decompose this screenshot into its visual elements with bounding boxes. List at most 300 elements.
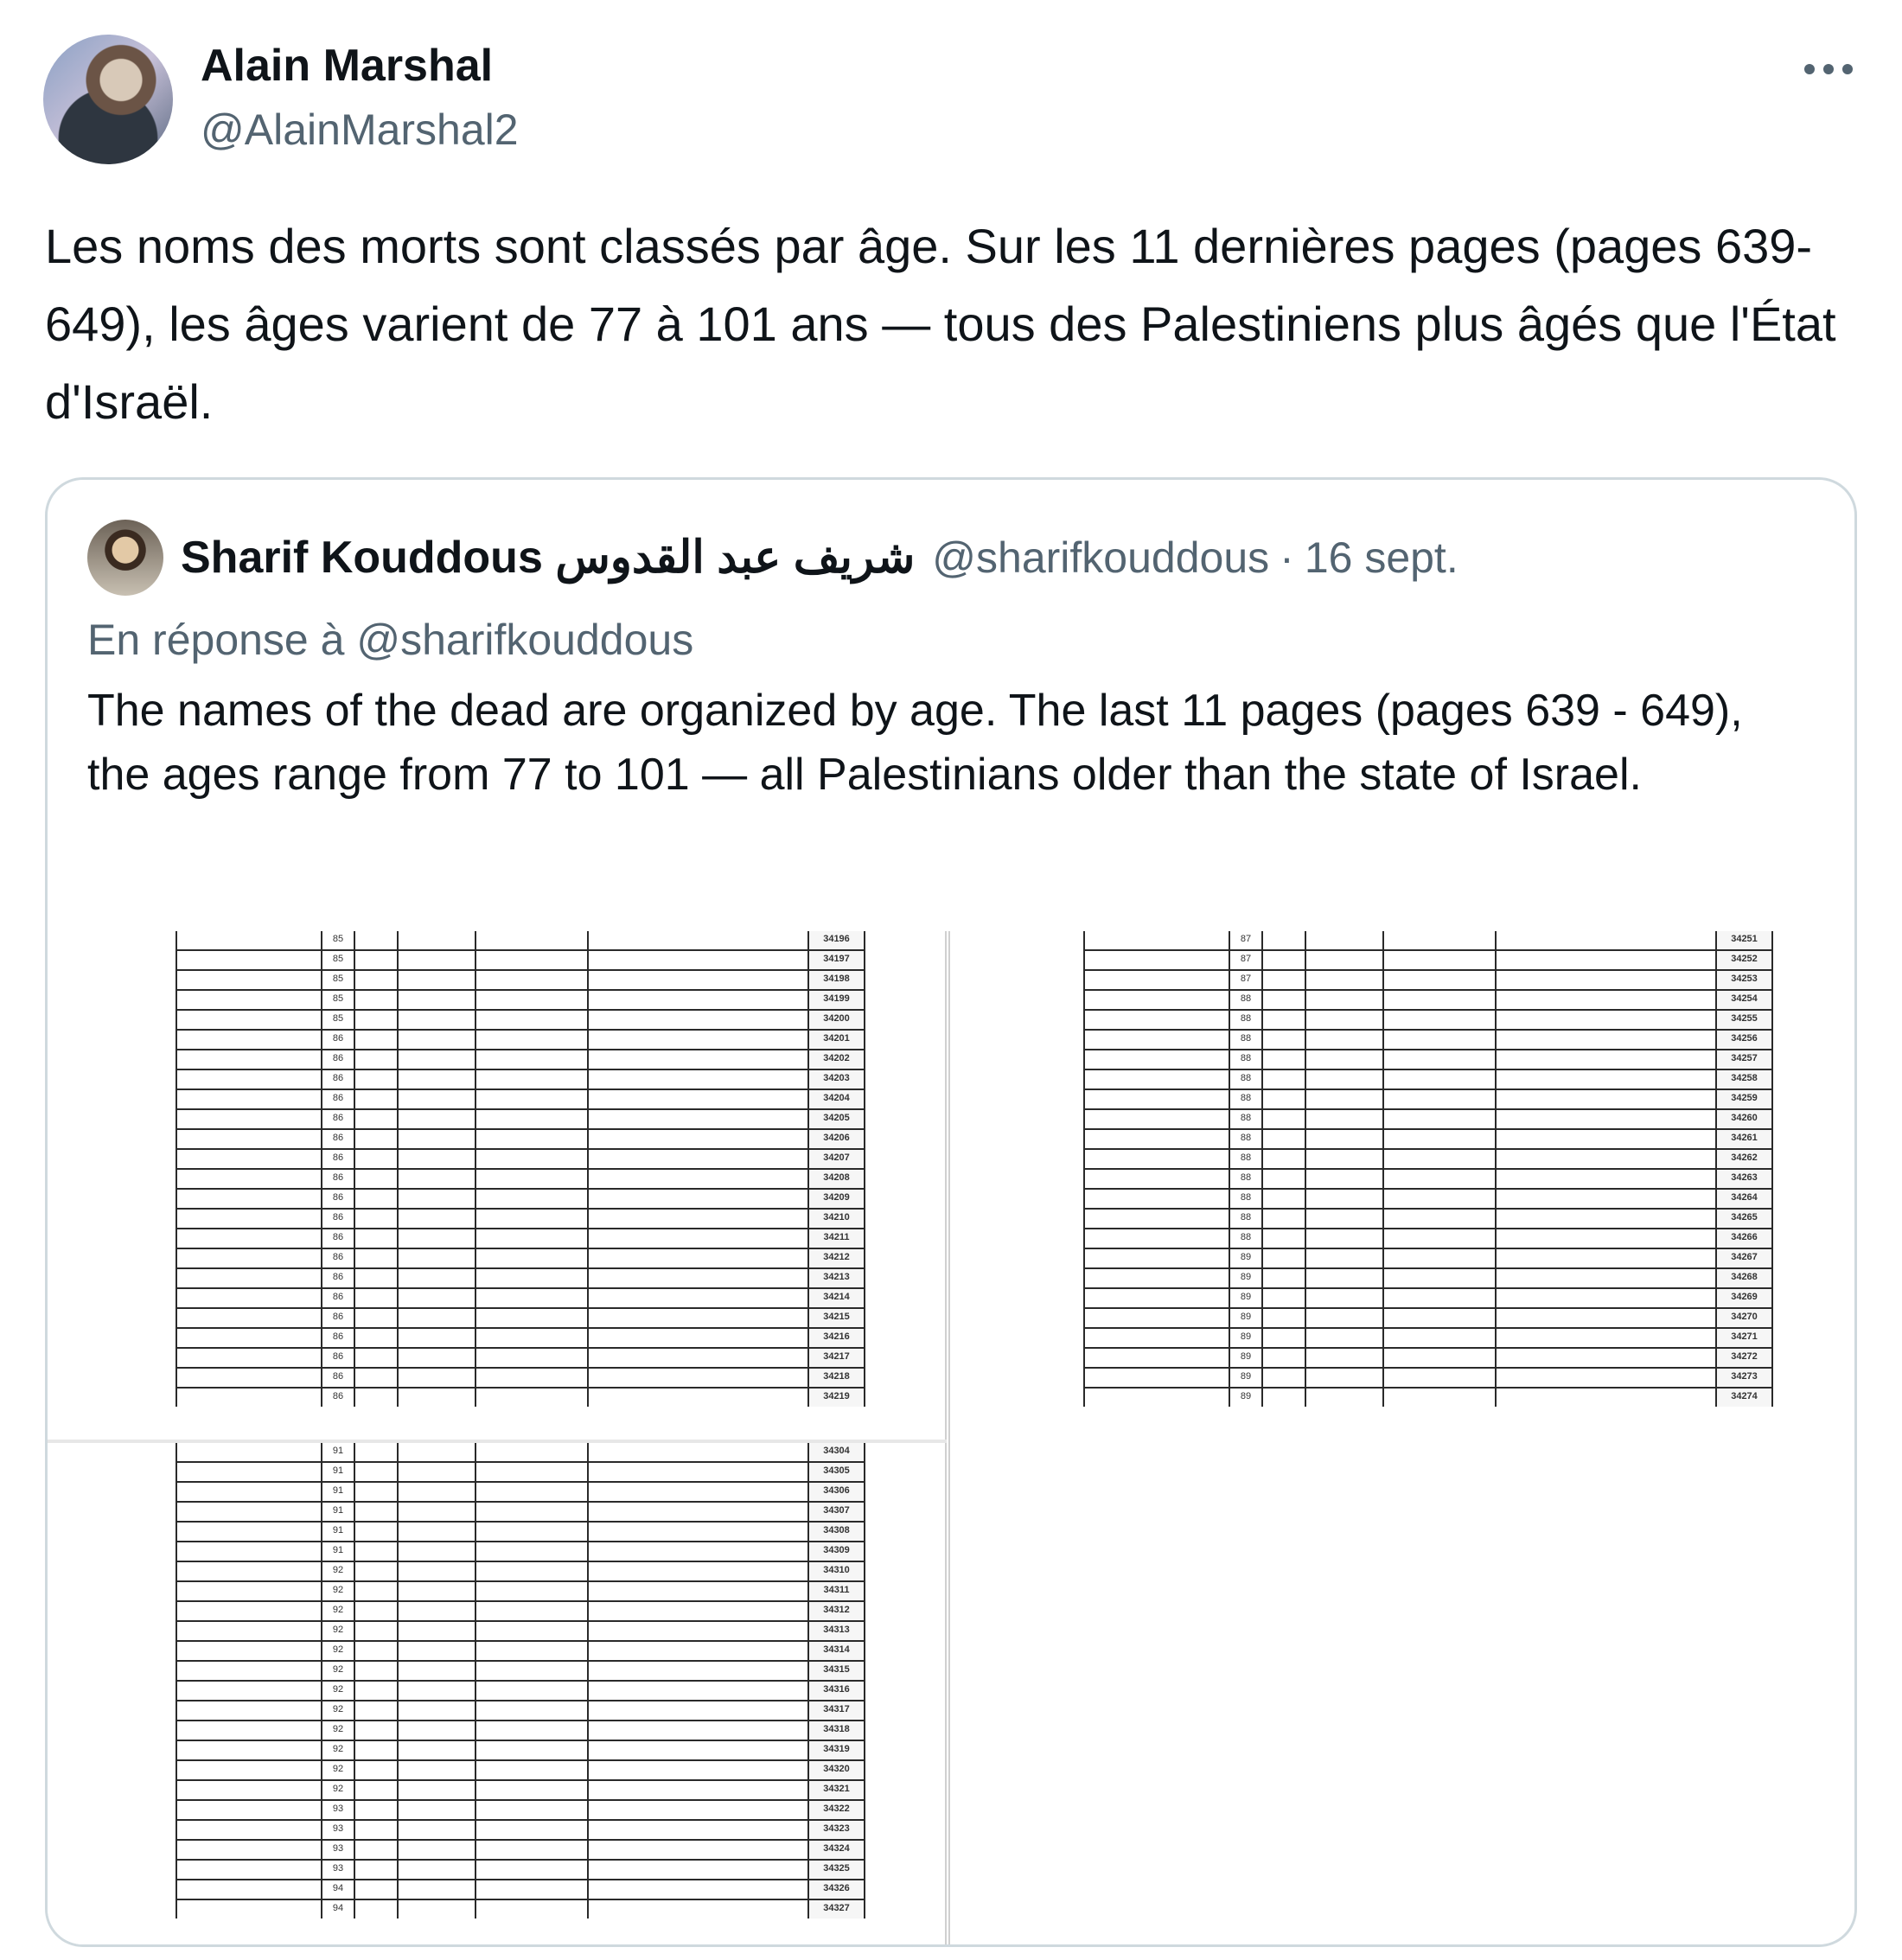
table-cell <box>176 1483 322 1501</box>
media-divider <box>48 1440 947 1443</box>
table-row <box>1083 969 1773 989</box>
record-id-cell: 34197 <box>809 951 865 969</box>
age-cell: 88 <box>1230 1170 1263 1188</box>
table-cell <box>176 1050 322 1069</box>
record-id-cell: 34310 <box>809 1562 865 1580</box>
table-row <box>1083 1188 1773 1208</box>
record-id-cell: 34270 <box>1717 1309 1773 1327</box>
table-cell <box>1306 1269 1384 1287</box>
table-cell <box>355 1900 399 1919</box>
table-row <box>176 1541 865 1561</box>
table-cell <box>589 1483 809 1501</box>
age-cell: 86 <box>322 1249 355 1267</box>
age-cell: 87 <box>1230 971 1263 989</box>
age-cell: 85 <box>322 1011 355 1029</box>
age-cell: 93 <box>322 1861 355 1879</box>
table-cell <box>1263 1190 1306 1208</box>
table-cell <box>1384 1329 1497 1347</box>
table-cell <box>399 1523 476 1541</box>
age-cell: 88 <box>1230 1031 1263 1049</box>
record-id-cell: 34265 <box>1717 1210 1773 1228</box>
table-cell <box>589 1210 809 1228</box>
table-cell <box>176 1463 322 1481</box>
record-id-cell: 34262 <box>1717 1150 1773 1168</box>
age-cell: 91 <box>322 1463 355 1481</box>
table-row <box>176 1049 865 1069</box>
table-cell <box>399 1662 476 1680</box>
table-cell <box>399 1841 476 1859</box>
age-cell: 86 <box>322 1070 355 1089</box>
table-cell <box>1263 1090 1306 1108</box>
age-cell: 92 <box>322 1721 355 1740</box>
table-cell <box>1306 1210 1384 1228</box>
table-cell <box>355 1801 399 1819</box>
table-cell <box>476 1761 589 1779</box>
table-cell <box>355 1110 399 1128</box>
table-row <box>176 1128 865 1148</box>
age-cell: 86 <box>322 1349 355 1367</box>
table-cell <box>399 1761 476 1779</box>
table-row <box>176 1347 865 1367</box>
age-cell: 89 <box>1230 1249 1263 1267</box>
table-cell <box>1263 1329 1306 1347</box>
table-cell <box>476 1070 589 1089</box>
table-cell <box>476 1861 589 1879</box>
table-cell <box>1497 1309 1717 1327</box>
table-cell <box>176 1349 322 1367</box>
table-row <box>176 931 865 949</box>
table-cell <box>589 971 809 989</box>
table-cell <box>176 1210 322 1228</box>
table-cell <box>476 1682 589 1700</box>
table-row <box>176 1168 865 1188</box>
table-cell <box>1497 991 1717 1009</box>
age-cell: 86 <box>322 1369 355 1387</box>
table-cell <box>399 1229 476 1248</box>
record-id-cell: 34201 <box>809 1031 865 1049</box>
age-cell: 93 <box>322 1801 355 1819</box>
table-cell <box>1384 1011 1497 1029</box>
table-cell <box>399 1682 476 1700</box>
record-id-cell: 34314 <box>809 1642 865 1660</box>
table-cell <box>589 1880 809 1899</box>
table-cell <box>589 1050 809 1069</box>
age-cell: 88 <box>1230 1050 1263 1069</box>
table-cell <box>355 1269 399 1287</box>
table-cell <box>476 971 589 989</box>
table-row <box>176 1287 865 1307</box>
table-cell <box>355 931 399 949</box>
table-cell <box>176 1721 322 1740</box>
table-cell <box>1384 1249 1497 1267</box>
table-cell <box>1384 971 1497 989</box>
table-cell <box>1497 1011 1717 1029</box>
table-cell <box>355 1721 399 1740</box>
table-cell <box>1384 1090 1497 1108</box>
age-cell: 92 <box>322 1662 355 1680</box>
table-cell <box>355 1701 399 1720</box>
table-row <box>176 1228 865 1248</box>
quoted-author-name: Sharif Kouddous شريف عبد القدوس <box>181 533 916 583</box>
table-cell <box>176 1602 322 1620</box>
record-id-cell: 34316 <box>809 1682 865 1700</box>
age-cell: 88 <box>1230 1229 1263 1248</box>
table-cell <box>355 1622 399 1640</box>
record-id-cell: 34219 <box>809 1389 865 1407</box>
table-row <box>1083 949 1773 969</box>
table-cell <box>355 1642 399 1660</box>
table-cell <box>1083 1031 1230 1049</box>
table-cell <box>1384 1369 1497 1387</box>
table-cell <box>1306 1031 1384 1049</box>
age-cell: 91 <box>322 1542 355 1561</box>
table-cell <box>1384 951 1497 969</box>
record-id-cell: 34208 <box>809 1170 865 1188</box>
table-cell <box>589 1523 809 1541</box>
record-id-cell: 34258 <box>1717 1070 1773 1089</box>
table-cell <box>1263 1031 1306 1049</box>
table-cell <box>1306 1170 1384 1188</box>
table-row <box>176 1009 865 1029</box>
table-cell <box>355 1130 399 1148</box>
table-row <box>1083 1128 1773 1148</box>
table-cell <box>1083 991 1230 1009</box>
table-row <box>1083 1327 1773 1347</box>
table-cell <box>476 1090 589 1108</box>
table-cell <box>1083 1229 1230 1248</box>
table-row <box>176 1561 865 1580</box>
table-cell <box>1384 931 1497 949</box>
author-name[interactable]: Alain Marshal <box>201 41 494 91</box>
table-cell <box>399 1090 476 1108</box>
table-cell <box>476 1721 589 1740</box>
table-cell <box>1497 1031 1717 1049</box>
media-image-1[interactable] <box>48 931 947 1440</box>
quoted-meta-separator: · <box>1280 533 1294 582</box>
record-id-cell: 34200 <box>809 1011 865 1029</box>
table-cell <box>1306 1070 1384 1089</box>
table-cell <box>589 1130 809 1148</box>
table-cell <box>589 1329 809 1347</box>
table-cell <box>399 1463 476 1481</box>
table-cell <box>399 1861 476 1879</box>
table-cell <box>1083 1110 1230 1128</box>
table-cell <box>1306 991 1384 1009</box>
table-cell <box>355 1309 399 1327</box>
table-cell <box>1263 1150 1306 1168</box>
age-cell: 88 <box>1230 1150 1263 1168</box>
table-cell <box>476 1309 589 1327</box>
table-cell <box>399 991 476 1009</box>
table-cell <box>176 931 322 949</box>
table-cell <box>1083 1329 1230 1347</box>
record-id-cell: 34267 <box>1717 1249 1773 1267</box>
record-id-cell: 34319 <box>809 1741 865 1759</box>
table-row <box>1083 1307 1773 1327</box>
table-cell <box>176 1229 322 1248</box>
media-image-2[interactable] <box>954 931 1857 1440</box>
table-cell <box>399 1369 476 1387</box>
table-cell <box>1497 1170 1717 1188</box>
record-id-cell: 34318 <box>809 1721 865 1740</box>
record-id-cell: 34322 <box>809 1801 865 1819</box>
table-cell <box>1306 1011 1384 1029</box>
table-row <box>1083 1029 1773 1049</box>
record-id-cell: 34305 <box>809 1463 865 1481</box>
table-cell <box>1384 1050 1497 1069</box>
table-cell <box>355 1170 399 1188</box>
table-cell <box>1306 1289 1384 1307</box>
table-cell <box>589 1741 809 1759</box>
record-id-cell: 34324 <box>809 1841 865 1859</box>
media-image-3[interactable] <box>48 1443 947 1947</box>
table-cell <box>176 1369 322 1387</box>
table-row <box>176 1248 865 1267</box>
age-cell: 88 <box>1230 1130 1263 1148</box>
table-cell <box>1306 1329 1384 1347</box>
table-row <box>176 1879 865 1899</box>
table-cell <box>176 1090 322 1108</box>
table-cell <box>399 1329 476 1347</box>
record-id-cell: 34269 <box>1717 1289 1773 1307</box>
age-cell: 89 <box>1230 1329 1263 1347</box>
table-cell <box>476 1269 589 1287</box>
table-cell <box>1083 1070 1230 1089</box>
table-row <box>1083 1287 1773 1307</box>
record-id-cell: 34317 <box>809 1701 865 1720</box>
table-cell <box>1497 1269 1717 1287</box>
table-cell <box>589 1309 809 1327</box>
table-cell <box>476 1443 589 1461</box>
record-id-cell: 34218 <box>809 1369 865 1387</box>
table-cell <box>1306 951 1384 969</box>
table-cell <box>1263 1011 1306 1029</box>
table-row <box>1083 1248 1773 1267</box>
table-cell <box>476 1369 589 1387</box>
record-id-cell: 34321 <box>809 1781 865 1799</box>
table-cell <box>589 1900 809 1919</box>
table-cell <box>1497 1289 1717 1307</box>
table-cell <box>176 1622 322 1640</box>
age-cell: 86 <box>322 1229 355 1248</box>
media-grid[interactable] <box>48 931 1857 1947</box>
table-cell <box>1083 931 1230 949</box>
age-cell: 91 <box>322 1483 355 1501</box>
table-cell <box>176 1761 322 1779</box>
table-row <box>176 1799 865 1819</box>
quoted-tweet[interactable] <box>45 477 1857 1947</box>
table-row <box>176 1759 865 1779</box>
age-cell: 91 <box>322 1503 355 1521</box>
table-cell <box>476 1170 589 1188</box>
table-cell <box>399 1349 476 1367</box>
table-cell <box>589 1582 809 1600</box>
table-cell <box>176 1682 322 1700</box>
table-cell <box>589 1701 809 1720</box>
table-cell <box>1497 1050 1717 1069</box>
table-cell <box>1384 1349 1497 1367</box>
table-cell <box>1497 1369 1717 1387</box>
table-cell <box>399 1642 476 1660</box>
table-cell <box>476 1880 589 1899</box>
table-cell <box>589 1801 809 1819</box>
table-cell <box>1083 1249 1230 1267</box>
table-cell <box>399 1503 476 1521</box>
table-cell <box>176 1110 322 1128</box>
table-cell <box>476 1249 589 1267</box>
table-cell <box>399 1070 476 1089</box>
age-cell: 86 <box>322 1110 355 1128</box>
table-cell <box>399 1900 476 1919</box>
table-cell <box>589 1781 809 1799</box>
record-id-cell: 34323 <box>809 1821 865 1839</box>
table-cell <box>476 931 589 949</box>
table-cell <box>399 1801 476 1819</box>
table-cell <box>1083 1090 1230 1108</box>
table-cell <box>355 1523 399 1541</box>
author-avatar[interactable] <box>43 35 173 164</box>
record-id-cell: 34308 <box>809 1523 865 1541</box>
age-cell: 92 <box>322 1761 355 1779</box>
record-id-cell: 34257 <box>1717 1050 1773 1069</box>
table-cell <box>399 1562 476 1580</box>
age-cell: 92 <box>322 1582 355 1600</box>
quoted-date: 16 sept. <box>1304 533 1458 582</box>
table-cell <box>476 1130 589 1148</box>
table-cell <box>589 1349 809 1367</box>
age-cell: 92 <box>322 1741 355 1759</box>
author-handle[interactable]: @AlainMarshal2 <box>201 105 519 154</box>
table-cell <box>355 1229 399 1248</box>
age-cell: 86 <box>322 1130 355 1148</box>
table-cell <box>1497 931 1717 949</box>
table-row <box>176 1740 865 1759</box>
table-cell <box>355 1329 399 1347</box>
table-cell <box>476 1050 589 1069</box>
table-row <box>176 1680 865 1700</box>
table-cell <box>355 1190 399 1208</box>
table-cell <box>355 1682 399 1700</box>
record-id-cell: 34215 <box>809 1309 865 1327</box>
table-row <box>176 1600 865 1620</box>
table-cell <box>1497 1249 1717 1267</box>
table-cell <box>1306 1110 1384 1128</box>
quoted-author-avatar <box>87 520 163 596</box>
table-cell <box>399 1011 476 1029</box>
table-cell <box>589 1761 809 1779</box>
table-cell <box>176 1900 322 1919</box>
age-cell: 86 <box>322 1050 355 1069</box>
table-cell <box>399 1542 476 1561</box>
table-cell <box>176 1523 322 1541</box>
table-cell <box>589 1011 809 1029</box>
table-cell <box>1384 1389 1497 1407</box>
age-cell: 93 <box>322 1841 355 1859</box>
table-cell <box>176 1562 322 1580</box>
table-cell <box>1306 1229 1384 1248</box>
table-row <box>1083 1208 1773 1228</box>
table-cell <box>399 1050 476 1069</box>
table-cell <box>399 1483 476 1501</box>
table-cell <box>1497 1150 1717 1168</box>
table-cell <box>589 1190 809 1208</box>
table-cell <box>1384 1031 1497 1049</box>
age-cell: 89 <box>1230 1289 1263 1307</box>
age-cell: 89 <box>1230 1349 1263 1367</box>
table-row <box>176 969 865 989</box>
table-cell <box>176 991 322 1009</box>
record-id-cell: 34266 <box>1717 1229 1773 1248</box>
table-row <box>176 1267 865 1287</box>
table-cell <box>176 1642 322 1660</box>
table-cell <box>355 991 399 1009</box>
table-row <box>176 1819 865 1839</box>
table-cell <box>355 1841 399 1859</box>
age-cell: 86 <box>322 1289 355 1307</box>
table-cell <box>176 951 322 969</box>
table-cell <box>399 1210 476 1228</box>
table-cell <box>399 1880 476 1899</box>
table-row <box>176 1108 865 1128</box>
record-id-cell: 34325 <box>809 1861 865 1879</box>
age-cell: 92 <box>322 1562 355 1580</box>
table-cell <box>1306 1190 1384 1208</box>
table-cell <box>476 1463 589 1481</box>
table-cell <box>176 1329 322 1347</box>
table-cell <box>1497 1329 1717 1347</box>
age-cell: 85 <box>322 991 355 1009</box>
age-cell: 85 <box>322 931 355 949</box>
record-id-cell: 34312 <box>809 1602 865 1620</box>
table-row <box>176 1029 865 1049</box>
table-cell <box>476 1110 589 1128</box>
age-cell: 89 <box>1230 1369 1263 1387</box>
table-cell <box>476 1011 589 1029</box>
table-cell <box>399 1289 476 1307</box>
table-cell <box>476 1150 589 1168</box>
table-cell <box>355 951 399 969</box>
table-cell <box>176 1170 322 1188</box>
table-cell <box>589 1622 809 1640</box>
table-cell <box>1263 971 1306 989</box>
more-options-icon[interactable] <box>1798 52 1859 86</box>
table-cell <box>1497 1070 1717 1089</box>
table-cell <box>355 1503 399 1521</box>
table-cell <box>476 1781 589 1799</box>
table-cell <box>355 1582 399 1600</box>
table-cell <box>176 1070 322 1089</box>
table-cell <box>1263 951 1306 969</box>
table-cell <box>589 1861 809 1879</box>
table-cell <box>355 1741 399 1759</box>
age-cell: 86 <box>322 1031 355 1049</box>
age-cell: 89 <box>1230 1269 1263 1287</box>
table-cell <box>1306 1249 1384 1267</box>
table-cell <box>589 1841 809 1859</box>
record-id-cell: 34326 <box>809 1880 865 1899</box>
table-cell <box>589 1249 809 1267</box>
record-id-cell: 34274 <box>1717 1389 1773 1407</box>
record-id-cell: 34204 <box>809 1090 865 1108</box>
record-id-cell: 34198 <box>809 971 865 989</box>
table-cell <box>1497 951 1717 969</box>
age-cell: 86 <box>322 1090 355 1108</box>
quoted-reply-to: En réponse à @sharifkouddous <box>87 616 694 664</box>
table-cell <box>176 1249 322 1267</box>
table-cell <box>1306 1150 1384 1168</box>
age-cell: 86 <box>322 1210 355 1228</box>
table-cell <box>355 1542 399 1561</box>
